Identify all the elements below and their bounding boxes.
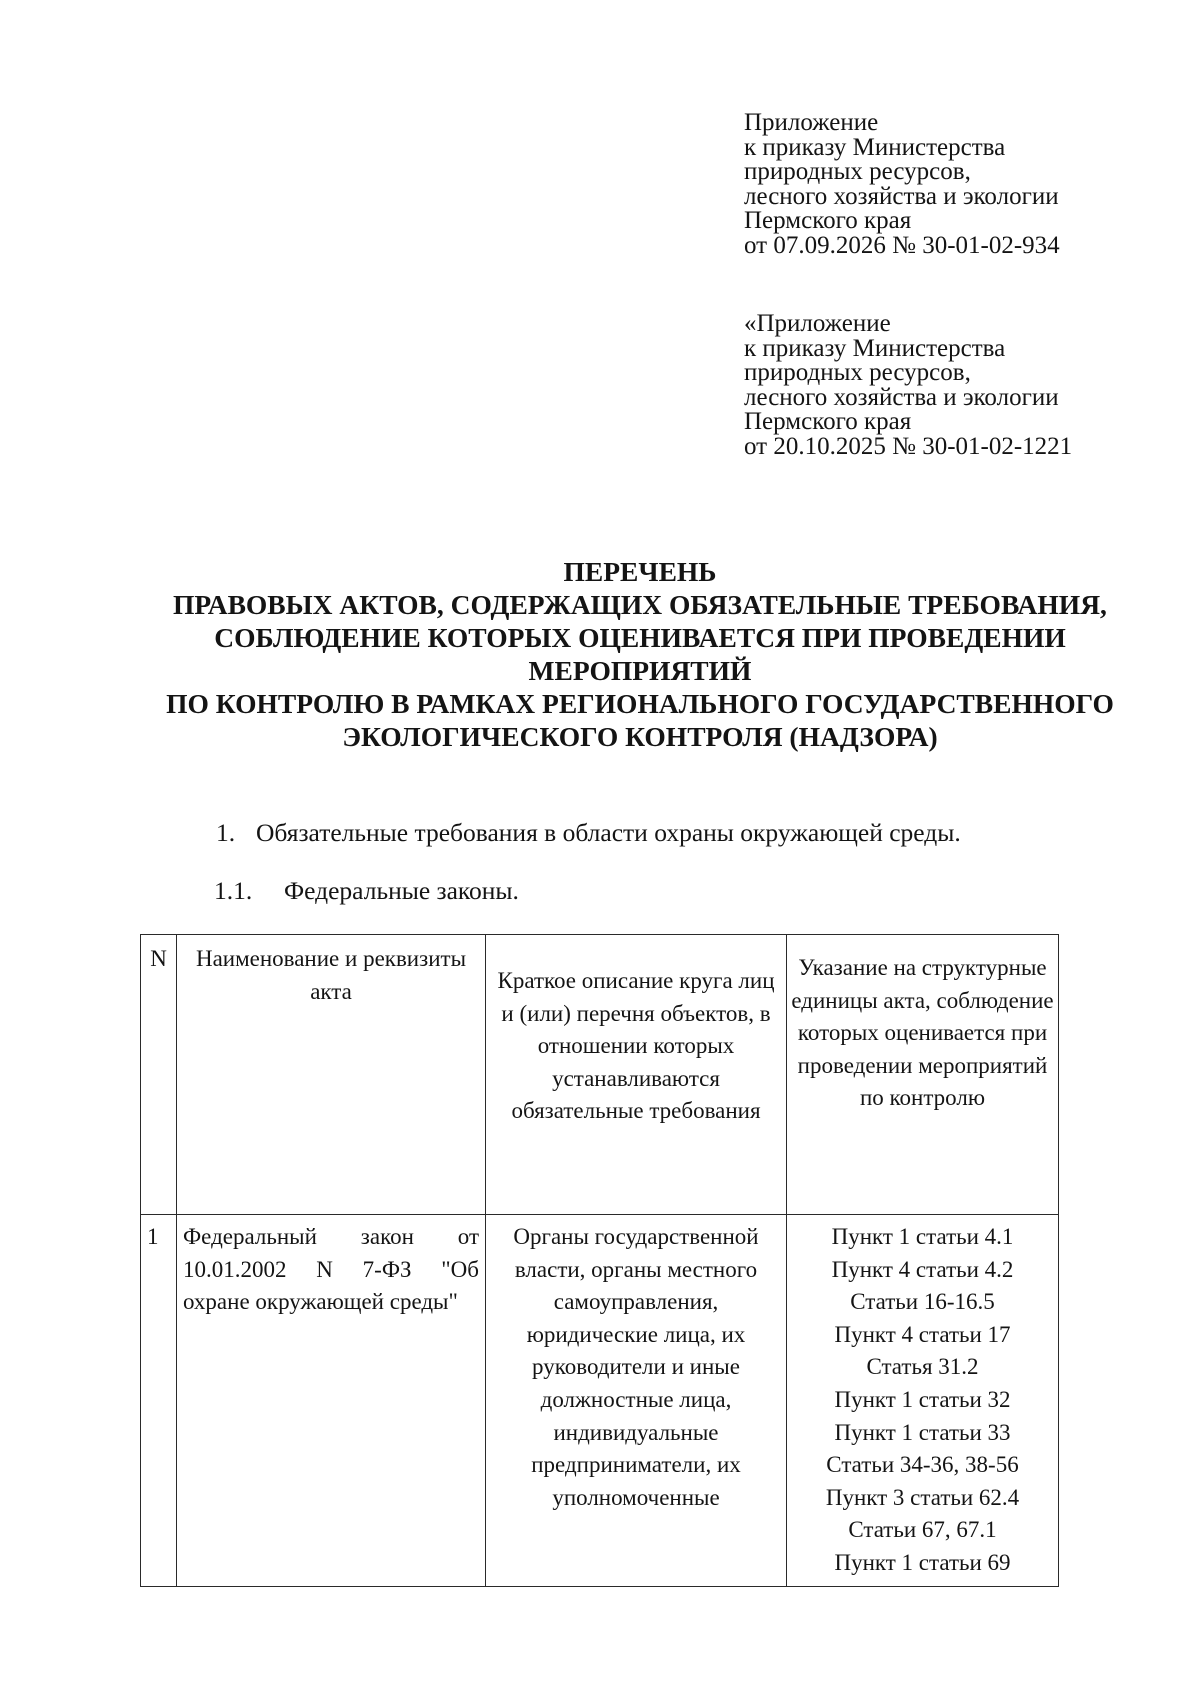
header-number: N	[141, 935, 177, 1215]
appendix-line: Приложение	[744, 109, 879, 136]
appendix-line: лесного хозяйства и экологии	[744, 383, 1059, 411]
title-line: ПО КОНТРОЛЮ В РАМКАХ РЕГИОНАЛЬНОГО ГОСУДАРСТВЕННОГО	[166, 688, 1114, 719]
section-heading-1	[216, 818, 961, 848]
appendix-line: к приказу Министерства	[744, 133, 1006, 161]
appendix-previous	[744, 312, 1072, 459]
table-row	[141, 1215, 1059, 1587]
cell-number: 1	[141, 1215, 177, 1587]
unit-line: Пункт 1 статьи 33	[834, 1419, 1011, 1445]
unit-line: Статья 31.2	[866, 1354, 979, 1380]
section-text: Федеральные законы.	[284, 876, 519, 905]
cell-structural-units	[787, 1215, 1059, 1587]
unit-line: Статьи 67, 67.1	[848, 1517, 997, 1543]
appendix-line: Пермского края	[744, 207, 912, 234]
appendix-current	[744, 111, 1060, 258]
appendix-line: к приказу Министерства	[744, 334, 1006, 362]
document-title	[120, 555, 1160, 753]
cell-act-name: Федеральный закон от 10.01.2002 N 7-ФЗ "Об охране окружающей среды"	[177, 1215, 486, 1587]
appendix-line: «Приложение	[744, 310, 891, 337]
unit-line: Пункт 3 статьи 62.4	[825, 1484, 1020, 1510]
unit-line: Пункт 1 статьи 69	[834, 1549, 1011, 1575]
section-number: 1.1.	[214, 876, 253, 905]
header-subjects: Краткое описание круга лиц и (или) перечня объектов, в отношении которых устанавливаются обязательные требования	[486, 935, 787, 1215]
unit-line: Пункт 1 статьи 4.1	[831, 1224, 1014, 1249]
cell-subjects: Органы государственной власти, органы местного самоуправления, юридические лица, их руководители и иные должностные лица, индивидуальные предприниматели, их уполномоченные	[486, 1215, 787, 1587]
unit-line: Статьи 16-16.5	[850, 1289, 995, 1315]
unit-line: Статьи 34-36, 38-56	[826, 1452, 1019, 1478]
unit-line: Пункт 4 статьи 17	[834, 1321, 1011, 1347]
unit-line: Пункт 4 статьи 4.2	[831, 1256, 1014, 1282]
appendix-line: Пермского края	[744, 408, 912, 435]
unit-line: Пункт 1 статьи 32	[834, 1386, 1011, 1412]
section-heading-1-1	[214, 876, 519, 906]
header-act-name: Наименование и реквизиты акта	[177, 935, 486, 1215]
title-line: СОБЛЮДЕНИЕ КОТОРЫХ ОЦЕНИВАЕТСЯ ПРИ ПРОВЕДЕНИИ	[214, 622, 1066, 653]
legal-acts-table	[140, 934, 1059, 1587]
title-line: ПРАВОВЫХ АКТОВ, СОДЕРЖАЩИХ ОБЯЗАТЕЛЬНЫЕ ТРЕБОВАНИЯ,	[173, 589, 1107, 620]
title-line: МЕРОПРИЯТИЙ	[528, 655, 752, 686]
title-line: ЭКОЛОГИЧЕСКОГО КОНТРОЛЯ (НАДЗОРА)	[342, 721, 938, 752]
header-structural-units: Указание на структурные единицы акта, соблюдение которых оценивается при проведении мероприятий по контролю	[787, 935, 1059, 1215]
appendix-line: природных ресурсов,	[744, 359, 971, 386]
appendix-line: лесного хозяйства и экологии	[744, 182, 1059, 210]
appendix-line: от 07.09.2026 № 30-01-02-934	[744, 231, 1060, 259]
section-text: Обязательные требования в области охраны окружающей среды.	[256, 818, 961, 847]
section-number: 1.	[216, 818, 236, 847]
table-header-row	[141, 935, 1059, 1215]
appendix-line: природных ресурсов,	[744, 158, 971, 185]
appendix-line: от 20.10.2025 № 30-01-02-1221	[744, 432, 1073, 460]
title-line: ПЕРЕЧЕНЬ	[563, 556, 717, 587]
